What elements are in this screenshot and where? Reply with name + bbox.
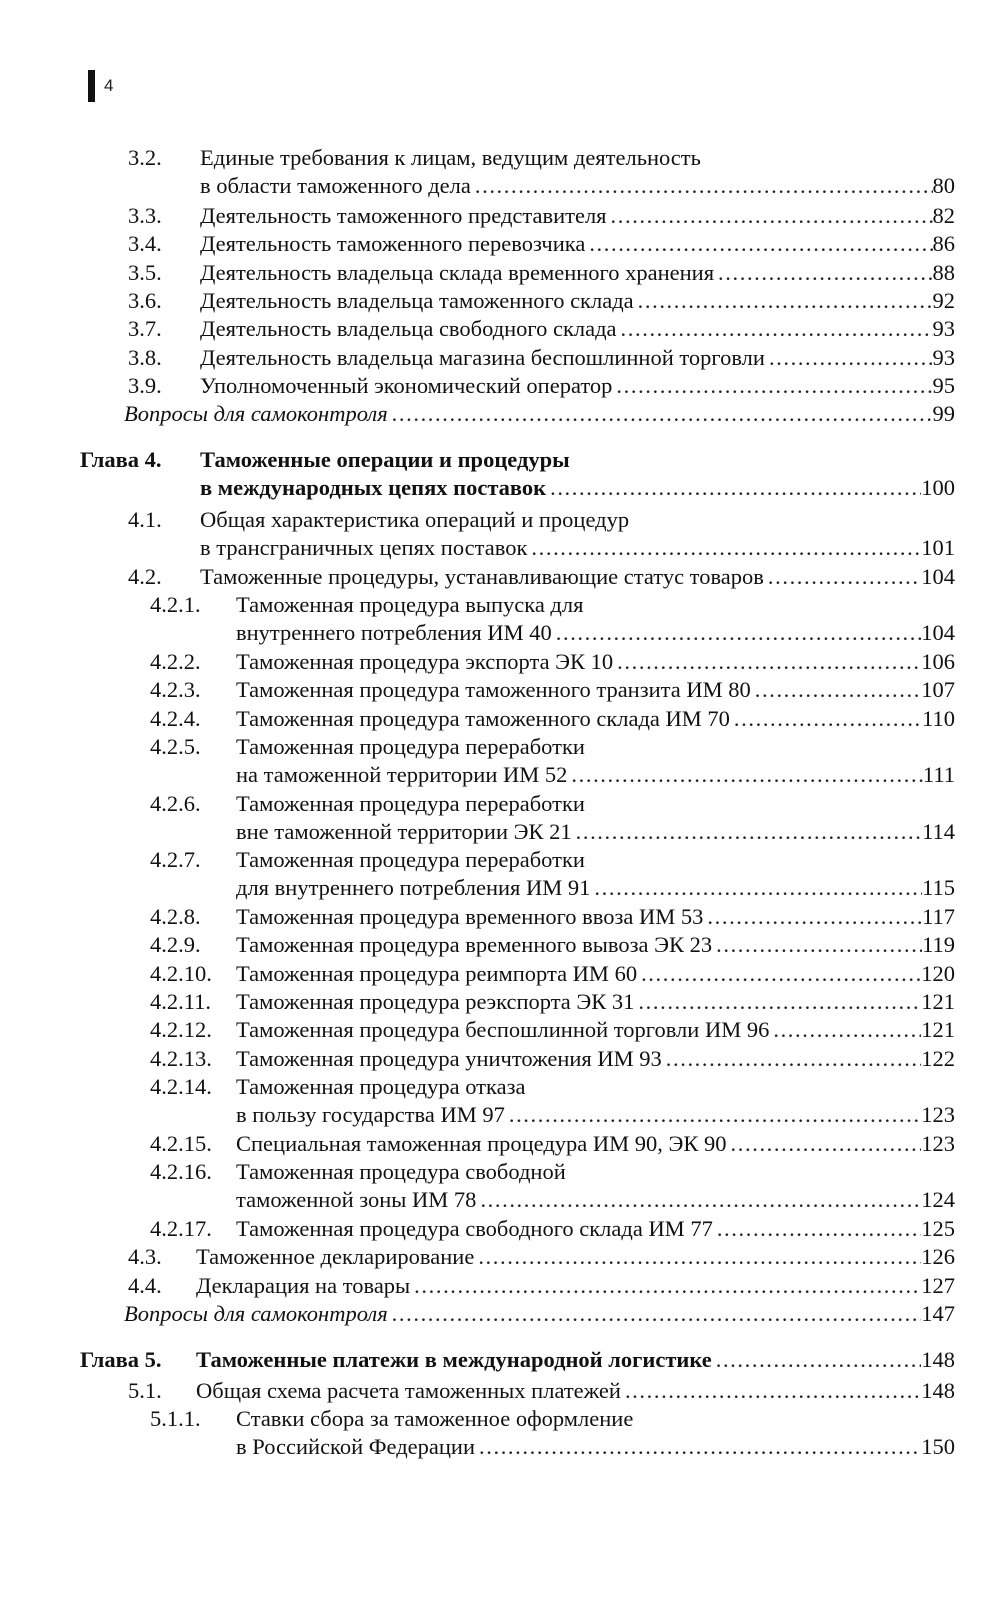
toc-entry-page: 121 bbox=[921, 1017, 955, 1042]
toc-entry-title: на таможенной территории ИМ 52 bbox=[236, 762, 568, 787]
page-number: 4 bbox=[104, 76, 114, 95]
toc-entry-page: 106 bbox=[921, 649, 955, 674]
toc-entry-row bbox=[200, 474, 955, 502]
toc-entry-number: Глава 4. bbox=[80, 447, 162, 472]
dot-leader bbox=[634, 988, 921, 1016]
toc-entry-page: 80 bbox=[932, 173, 955, 198]
dot-leader bbox=[567, 761, 923, 789]
toc-entry-title: таможенной зоны ИМ 78 bbox=[236, 1187, 477, 1212]
toc-entry-row bbox=[200, 315, 955, 343]
dot-leader bbox=[475, 1433, 921, 1461]
toc-entry-row bbox=[200, 287, 955, 315]
toc-entry-title: Декларация на товары bbox=[196, 1273, 411, 1298]
toc-entry-title: Ставки сбора за таможенное оформление bbox=[236, 1406, 634, 1431]
toc-entry-row bbox=[236, 874, 955, 902]
dot-leader bbox=[662, 1045, 921, 1073]
toc-entry-row bbox=[236, 931, 955, 959]
dot-leader bbox=[505, 1101, 921, 1129]
toc-entry-number: 3.8. bbox=[128, 345, 162, 370]
toc-entry-title: Единые требования к лицам, ведущим деятельность bbox=[200, 145, 701, 170]
toc-entry-title: в области таможенного дела bbox=[200, 173, 471, 198]
toc-entry-page: 123 bbox=[921, 1102, 955, 1127]
toc-entry-number: 4.2.13. bbox=[150, 1046, 212, 1071]
toc-entry-title: Деятельность владельца свободного склада bbox=[200, 316, 617, 341]
toc-entry-title: Таможенная процедура отказа bbox=[236, 1074, 526, 1099]
dot-leader bbox=[612, 372, 932, 400]
toc-entry-row bbox=[236, 1186, 955, 1214]
toc-entry-page: 95 bbox=[932, 373, 955, 398]
dot-leader bbox=[585, 230, 932, 258]
toc-entry-page: 82 bbox=[932, 203, 955, 228]
toc-entry-title: Таможенное декларирование bbox=[196, 1244, 475, 1269]
dot-leader bbox=[607, 202, 933, 230]
dot-leader bbox=[572, 818, 922, 846]
toc-entry-title: в пользу государства ИМ 97 bbox=[236, 1102, 505, 1127]
toc-entry-title: Таможенная процедура выпуска для bbox=[236, 592, 584, 617]
toc-entry-number: 4.2.15. bbox=[150, 1131, 212, 1156]
toc-entry-title: Таможенная процедура реимпорта ИМ 60 bbox=[236, 961, 638, 986]
toc-entry-page: 93 bbox=[932, 316, 955, 341]
dot-leader bbox=[712, 1346, 922, 1374]
toc-entry-page: 86 bbox=[932, 231, 955, 256]
toc-entry-title: Таможенная процедура свободной bbox=[236, 1159, 566, 1184]
toc-entry-row bbox=[124, 400, 955, 428]
toc-entry-row bbox=[236, 1101, 955, 1129]
toc-entry-number: 4.2.4. bbox=[150, 706, 201, 731]
toc-entry-title: Специальная таможенная процедура ИМ 90, ЭК 90 bbox=[236, 1131, 727, 1156]
toc-entry-number: 5.1.1. bbox=[150, 1406, 201, 1431]
toc-entry-number: 4.2.7. bbox=[150, 847, 201, 872]
toc-entry-number: 3.6. bbox=[128, 288, 162, 313]
toc-entry-row bbox=[196, 1346, 955, 1374]
toc-entry-title: Таможенная процедура беспошлинной торговли ИМ 96 bbox=[236, 1017, 770, 1042]
toc-entry-page: 150 bbox=[921, 1434, 955, 1459]
toc-entry-title: Таможенные платежи в международной логистике bbox=[196, 1347, 712, 1372]
toc-entry-row bbox=[236, 1130, 955, 1158]
dot-leader bbox=[765, 344, 933, 372]
toc-entry-number: 4.2. bbox=[128, 564, 162, 589]
toc-entry-row bbox=[236, 1016, 955, 1044]
toc-entry-number: 4.2.2. bbox=[150, 649, 201, 674]
dot-leader bbox=[388, 400, 933, 428]
toc-entry-page: 88 bbox=[932, 260, 955, 285]
toc-entry-title: для внутреннего потребления ИМ 91 bbox=[236, 875, 591, 900]
toc-entry-number: 4.2.5. bbox=[150, 734, 201, 759]
toc-entry-title: Деятельность таможенного представителя bbox=[200, 203, 607, 228]
toc-entry-row bbox=[200, 372, 955, 400]
toc-entry-row bbox=[236, 988, 955, 1016]
toc-entry-row bbox=[196, 1243, 955, 1271]
toc-entry-page: 107 bbox=[921, 677, 955, 702]
dot-leader bbox=[727, 1130, 922, 1158]
toc-entry-number: 4.4. bbox=[128, 1273, 162, 1298]
toc-entry-page: 99 bbox=[932, 401, 955, 426]
toc-entry-title: Таможенная процедура таможенного склада ИМ 70 bbox=[236, 706, 730, 731]
toc-entry-title: в Российской Федерации bbox=[236, 1434, 476, 1459]
toc-entry-row bbox=[200, 202, 955, 230]
toc-entry-number: 4.2.6. bbox=[150, 791, 201, 816]
dot-leader bbox=[617, 315, 933, 343]
toc-entry-number: 4.2.12. bbox=[150, 1017, 212, 1042]
dot-leader bbox=[476, 1186, 921, 1214]
toc-entry-page: 93 bbox=[932, 345, 955, 370]
toc-entry-number: 3.7. bbox=[128, 316, 162, 341]
dot-leader bbox=[713, 1215, 921, 1243]
toc-entry-number: 5.1. bbox=[128, 1378, 162, 1403]
toc-entry-title: Таможенные процедуры, устанавливающие статус товаров bbox=[200, 564, 764, 589]
toc-entry-page: 110 bbox=[922, 706, 955, 731]
toc-entry-title: Таможенная процедура переработки bbox=[236, 847, 585, 872]
toc-entry-page: 119 bbox=[922, 932, 955, 957]
toc-entry-number: 4.2.3. bbox=[150, 677, 201, 702]
toc-entry-title: Таможенная процедура реэкспорта ЭК 31 bbox=[236, 989, 635, 1014]
toc-entry-page: 122 bbox=[921, 1046, 955, 1071]
toc-entry-number: 3.2. bbox=[128, 145, 162, 170]
toc-entry-number: Глава 5. bbox=[80, 1347, 162, 1372]
toc-entry-page: 127 bbox=[921, 1273, 955, 1298]
toc-entry-title: Таможенная процедура уничтожения ИМ 93 bbox=[236, 1046, 662, 1071]
dot-leader bbox=[637, 960, 921, 988]
toc-entry-row bbox=[236, 818, 955, 846]
toc-entry-page: 114 bbox=[922, 819, 955, 844]
toc-entry-title: Таможенная процедура временного вывоза ЭК 23 bbox=[236, 932, 713, 957]
toc-entry-page: 148 bbox=[921, 1378, 955, 1403]
toc-entry-row bbox=[200, 344, 955, 372]
dot-leader bbox=[703, 903, 922, 931]
toc-entry-number: 3.4. bbox=[128, 231, 162, 256]
margin-bar bbox=[88, 70, 95, 102]
toc-entry-row bbox=[196, 1377, 955, 1405]
toc-entry-page: 101 bbox=[921, 535, 955, 560]
dot-leader bbox=[546, 474, 921, 502]
toc-entry-number: 4.2.9. bbox=[150, 932, 201, 957]
toc-entry-page: 148 bbox=[921, 1347, 955, 1372]
toc-entry-page: 123 bbox=[921, 1131, 955, 1156]
dot-leader bbox=[388, 1300, 922, 1328]
toc-entry-title: Деятельность таможенного перевозчика bbox=[200, 231, 586, 256]
toc-entry-row bbox=[236, 903, 955, 931]
dot-leader bbox=[751, 676, 921, 704]
dot-leader bbox=[634, 287, 933, 315]
toc-entry-page: 100 bbox=[921, 475, 955, 500]
toc-entry-title: Таможенные операции и процедуры bbox=[200, 447, 570, 472]
dot-leader bbox=[474, 1243, 921, 1271]
dot-leader bbox=[621, 1377, 921, 1405]
dot-leader bbox=[613, 648, 921, 676]
toc-entry-number: 4.2.16. bbox=[150, 1159, 212, 1184]
dot-leader bbox=[471, 172, 933, 200]
toc-entry-page: 104 bbox=[921, 564, 955, 589]
toc-entry-row bbox=[236, 676, 955, 704]
toc-entry-title: Таможенная процедура свободного склада ИМ 77 bbox=[236, 1216, 713, 1241]
dot-leader bbox=[769, 1016, 921, 1044]
dot-leader bbox=[552, 619, 922, 647]
toc-entry-title: Таможенная процедура переработки bbox=[236, 734, 585, 759]
toc-entry-row bbox=[236, 960, 955, 988]
toc-entry-title: Таможенная процедура временного ввоза ИМ 53 bbox=[236, 904, 704, 929]
toc-entry-page: 92 bbox=[932, 288, 955, 313]
toc-entry-number: 4.1. bbox=[128, 507, 162, 532]
dot-leader bbox=[590, 874, 922, 902]
toc-entry-row bbox=[236, 619, 955, 647]
toc-entry-number: 4.2.10. bbox=[150, 961, 212, 986]
toc-entry-row bbox=[236, 705, 955, 733]
toc-entry-page: 117 bbox=[922, 904, 955, 929]
toc-entry-title: Деятельность владельца склада временного хранения bbox=[200, 260, 715, 285]
dot-leader bbox=[527, 534, 921, 562]
toc-entry-number: 4.2.14. bbox=[150, 1074, 212, 1099]
toc-entry-row bbox=[200, 534, 955, 562]
toc-entry-number: 4.2.17. bbox=[150, 1216, 212, 1241]
toc-entry-page: 121 bbox=[921, 989, 955, 1014]
toc-entry-page: 124 bbox=[921, 1187, 955, 1212]
toc-entry-row bbox=[236, 761, 955, 789]
toc-entry-number: 4.2.1. bbox=[150, 592, 201, 617]
toc-entry-row bbox=[196, 1272, 955, 1300]
toc-entry-title: Вопросы для самоконтроля bbox=[124, 1301, 388, 1326]
dot-leader bbox=[714, 259, 932, 287]
toc-entry-number: 4.2.8. bbox=[150, 904, 201, 929]
toc-entry-title: Таможенная процедура переработки bbox=[236, 791, 585, 816]
toc-entry-number: 3.9. bbox=[128, 373, 162, 398]
toc-entry-number: 4.3. bbox=[128, 1244, 162, 1269]
toc-entry-row bbox=[236, 1045, 955, 1073]
toc-entry-row bbox=[200, 230, 955, 258]
toc-entry-number: 3.3. bbox=[128, 203, 162, 228]
toc-entry-title: Общая схема расчета таможенных платежей bbox=[196, 1378, 621, 1403]
toc-entry-title: Деятельность владельца магазина беспошлинной торговли bbox=[200, 345, 765, 370]
toc-entry-row bbox=[236, 1433, 955, 1461]
dot-leader bbox=[730, 705, 922, 733]
toc-entry-page: 115 bbox=[922, 875, 955, 900]
toc-entry-title: Уполномоченный экономический оператор bbox=[200, 373, 613, 398]
dot-leader bbox=[712, 931, 922, 959]
toc-entry-title: Таможенная процедура экспорта ЭК 10 bbox=[236, 649, 614, 674]
toc-entry-title: в трансграничных цепях поставок bbox=[200, 535, 528, 560]
toc-entry-title: внутреннего потребления ИМ 40 bbox=[236, 620, 552, 645]
toc-entry-page: 120 bbox=[921, 961, 955, 986]
toc-entry-number: 3.5. bbox=[128, 260, 162, 285]
toc-entry-title: вне таможенной территории ЭК 21 bbox=[236, 819, 572, 844]
toc-entry-row bbox=[200, 259, 955, 287]
dot-leader bbox=[410, 1272, 921, 1300]
toc-entry-row bbox=[124, 1300, 955, 1328]
toc-entry-row bbox=[200, 172, 955, 200]
toc-entry-title: Деятельность владельца таможенного склада bbox=[200, 288, 634, 313]
toc-entry-number: 4.2.11. bbox=[150, 989, 212, 1014]
toc-entry-title: Общая характеристика операций и процедур bbox=[200, 507, 630, 532]
toc-entry-title: в международных цепях поставок bbox=[200, 475, 547, 500]
toc-entry-page: 104 bbox=[921, 620, 955, 645]
dot-leader bbox=[764, 563, 921, 591]
toc-entry-row bbox=[236, 648, 955, 676]
toc-entry-title: Таможенная процедура таможенного транзита ИМ 80 bbox=[236, 677, 751, 702]
toc-entry-page: 126 bbox=[921, 1244, 955, 1269]
toc-entry-row bbox=[236, 1215, 955, 1243]
toc-entry-row bbox=[200, 563, 955, 591]
toc-entry-page: 147 bbox=[921, 1301, 955, 1326]
toc-entry-page: 125 bbox=[921, 1216, 955, 1241]
toc-entry-page: 111 bbox=[922, 762, 955, 787]
toc-entry-title: Вопросы для самоконтроля bbox=[124, 401, 388, 426]
